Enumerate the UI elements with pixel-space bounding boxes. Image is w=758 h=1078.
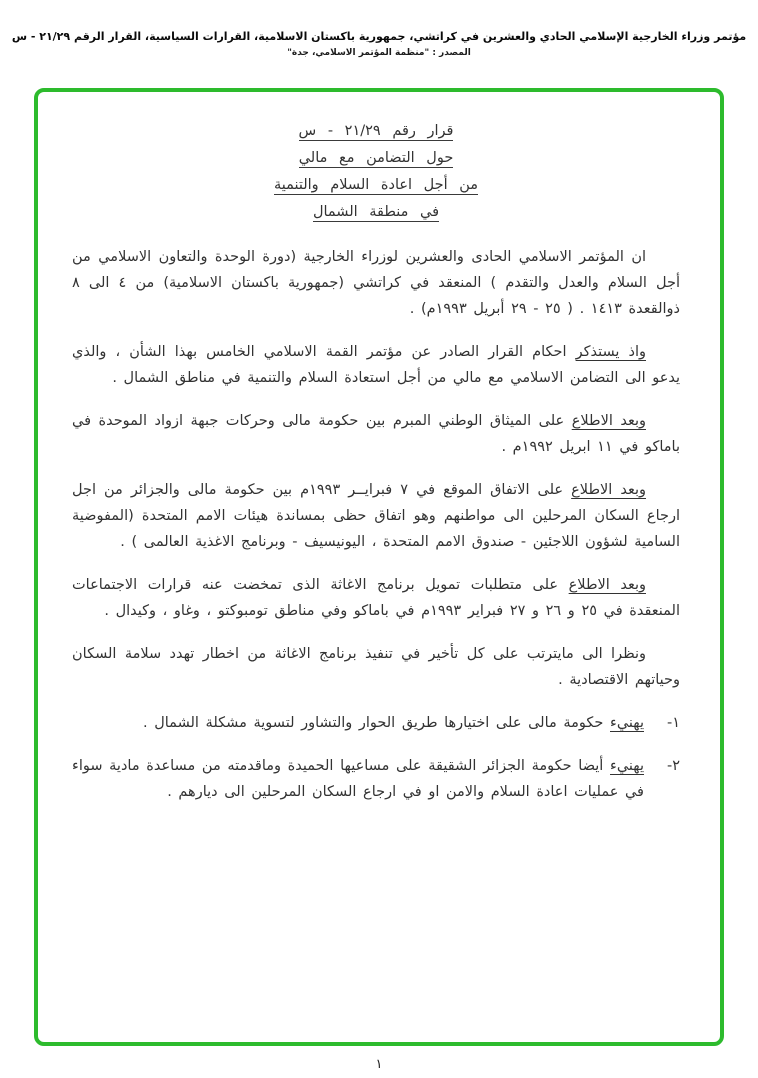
document-frame xyxy=(34,88,724,1046)
title-line-3 xyxy=(72,172,680,199)
resolution-title-block xyxy=(72,118,680,226)
national-pact-paragraph xyxy=(72,408,680,460)
item-2 xyxy=(72,753,680,805)
paragraph-text: على الميثاق الوطني المبرم بين حكومة مالى وحركات جبهة ازواد الموحدة في باماكو في ١١ ابريل ١٩٩٢م . xyxy=(72,413,680,455)
paragraph-text: ونظرا الى مايترتب على كل تأخير في تنفيذ برنامج الاغاثة من اخطار تهدد سلامة السكان وحياتهم الاقتصادية . xyxy=(72,646,680,688)
title-line-1 xyxy=(72,118,680,145)
item-rest: أيضا حكومة الجزائر الشقيقة على مساعيها الحميدة وماقدمته من مساعدة مادية سواء في عمليات اعادة السلام والامن او في ارجاع السكان المرحلين الى ديارهم . xyxy=(72,758,644,800)
title-line-4-text: في منطقة الشمال xyxy=(312,204,440,220)
item-lead: يهنيء xyxy=(610,758,645,774)
operative-items xyxy=(72,710,680,805)
title-line-2-text: حول التضامن مع مالي xyxy=(298,150,454,166)
preamble-paragraph xyxy=(72,244,680,322)
title-line-1-text: قرار رقم ٢١/٢٩ - س xyxy=(298,123,454,139)
item-1-number: ١- xyxy=(666,715,680,731)
paragraph-lead: وبعد الاطلاع xyxy=(568,577,646,593)
paragraph-lead: وبعد الاطلاع xyxy=(571,413,646,429)
scan-header xyxy=(0,0,758,58)
item-rest: حكومة مالى على اختيارها طريق الحوار والتشاور لتسوية مشكلة الشمال . xyxy=(143,715,604,731)
title-line-2 xyxy=(72,145,680,172)
item-2-number: ٢- xyxy=(666,758,680,774)
title-line-4 xyxy=(72,199,680,226)
paragraph-text: ان المؤتمر الاسلامي الحادى والعشرين لوزراء الخارجية (دورة الوحدة والتعاون الاسلامي من أجل السلام والعدل والتقدم ) المنعقد في كراتشي (جمهورية باكستان الاسلامية) من ٤ الى ٨ ذوالقعدة ١٤١٣ . ( ٢٥ - ٢٩ أبريل ١٩٩٣م) . xyxy=(72,249,680,317)
paragraph-text: على متطلبات تمويل برنامج الاغاثة الذى تمخضت عنه قرارات الاجتماعات المنعقدة في ٢٥ و ٢٦ و ٢٧ فبراير ١٩٩٣م في باماكو وفي مناطق تومبوكتو ، وغاو ، وكيدال . xyxy=(72,577,680,619)
item-lead: يهنيء xyxy=(610,715,644,731)
paragraph-lead: واذ يستذكر xyxy=(575,344,646,360)
paragraph-text: احكام القرار الصادر عن مؤتمر القمة الاسلامي الخامس بهذا الشأن ، والذي يدعو الى التضامن الاسلامي مع مالي من أجل استعادة السلام والتنمية في مناطق الشمال . xyxy=(72,344,680,386)
item-2-text xyxy=(72,753,644,805)
document-source-title: مؤتمر وزراء الخارجية الإسلامي الحادي والعشرين في كراتشي، جمهورية باكستان الاسلامية، القرارات السياسية، القرار الرقم ٢١/٢٩ - س xyxy=(11,30,747,43)
considering-paragraph xyxy=(72,641,680,693)
recalling-paragraph xyxy=(72,339,680,391)
document-source-note: المصدر : "منظمة المؤتمر الاسلامي، جدة" xyxy=(287,48,471,58)
title-line-3-text: من أجل اعادة السلام والتنمية xyxy=(273,177,479,193)
item-1-text xyxy=(72,710,644,736)
page-number: ١ xyxy=(375,1057,383,1072)
agreement-paragraph xyxy=(72,477,680,555)
item-1 xyxy=(72,710,680,736)
paragraph-text: على الاتفاق الموقع في ٧ فبرايــر ١٩٩٣م بين حكومة مالى والجزائر من اجل ارجاع السكان المرحلين الى مواطنهم وهو اتفاق حظى بمساندة هيئات الامم المتحدة (المفوضية السامية لشؤون اللاجئين - صندوق الامم المتحدة ، اليونيسيف - وبرنامج الاغذية العالمى ) . xyxy=(72,482,680,550)
paragraph-lead: وبعد الاطلاع xyxy=(571,482,646,498)
relief-funding-paragraph xyxy=(72,572,680,624)
